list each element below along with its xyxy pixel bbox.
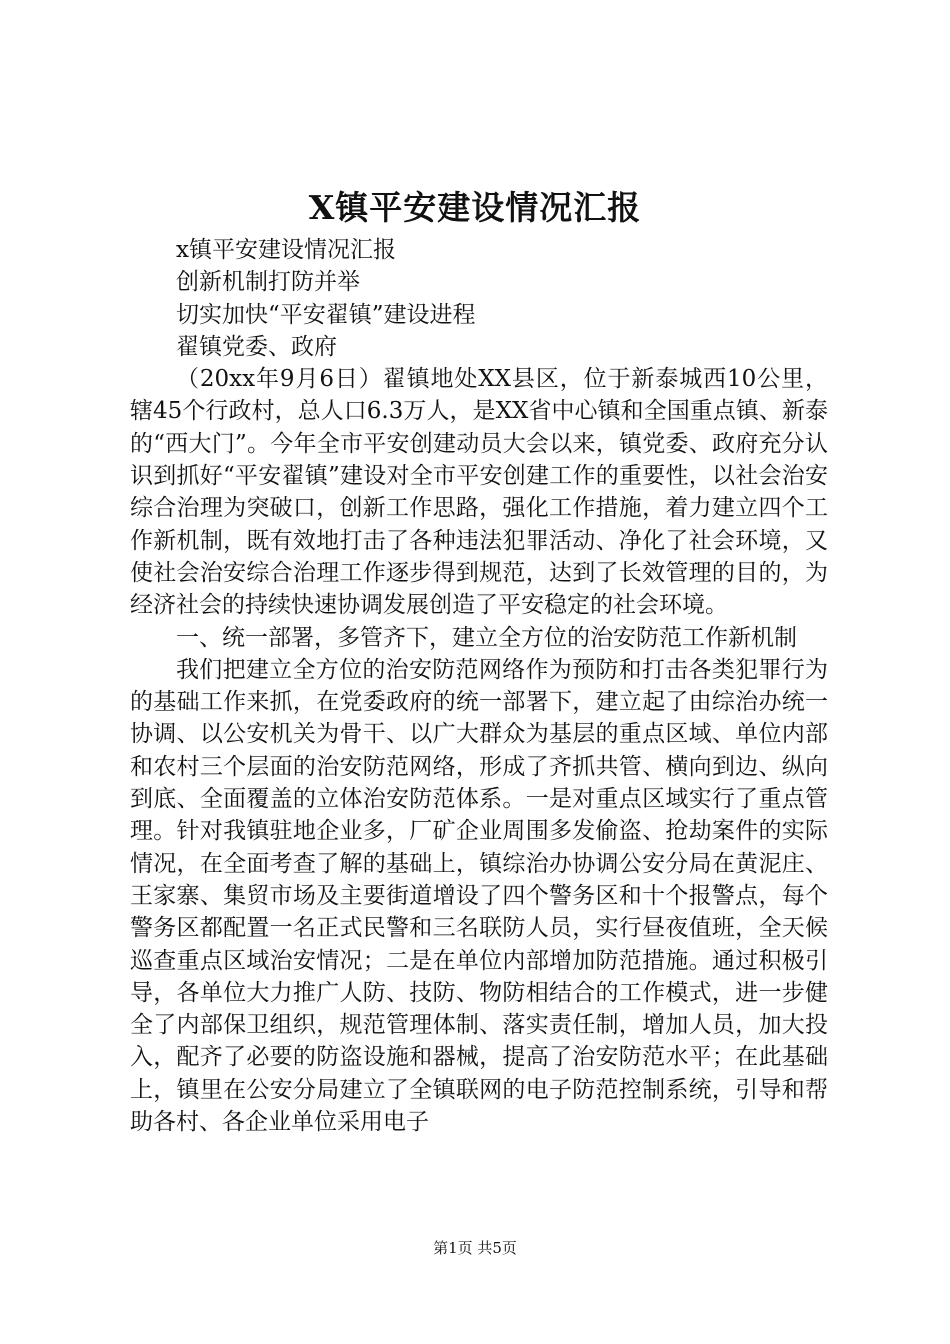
heading-line: 创新机制打防并举 (176, 269, 360, 296)
document-title: X镇平安建设情况汇报 (308, 188, 642, 227)
heading-line: x镇平安建设情况汇报 (176, 237, 396, 263)
heading-line: 切实加快“平安翟镇”建设进程 (176, 301, 476, 328)
heading-line: 翟镇党委、政府 (176, 333, 337, 360)
page-footer: 第1页 共5页 (433, 1239, 517, 1257)
document-body (130, 234, 828, 1138)
section-heading: 一、统一部署，多管齐下，建立全方位的治安防范工作新机制 (176, 624, 797, 651)
paragraph: （20xx年9月6日）翟镇地处XX县区，位于新泰城西10公里，辖45个行政村，总人口6.3万人，是XX省中心镇和全国重点镇、新泰的“西大门”。今年全市平安创建动员大会以来，镇党委、政府充分认识到抓好“平安翟镇”建设对全市平安创建工作的重要性，以社会治安综合治理为突破口，创新工作思路，强化工作措施，着力建立四个工作新机制，既有效地打击了各种违法犯罪活动、净化了社会环境，又使社会治安综合治理工作逐步得到规范，达到了长效管理的目的，为经济社会的持续快速协调发展创造了平安稳定的社会环境。 (130, 366, 828, 619)
paragraph: 我们把建立全方位的治安防范网络作为预防和打击各类犯罪行为的基础工作来抓，在党委政府的统一部署下，建立起了由综治办统一协调、以公安机关为骨干、以广大群众为基层的重点区域、单位内部和农村三个层面的治安防范网络，形成了齐抓共管、横向到边、纵向到底、全面覆盖的立体治安防范体系。一是对重点区域实行了重点管理。针对我镇驻地企业多，厂矿企业周围多发偷盗、抢劫案件的实际情况，在全面考查了解的基础上，镇综治办协调公安分局在黄泥庄、王家寨、集贸市场及主要街道增设了四个警务区和十个报警点，每个警务区都配置一名正式民警和三名联防人员，实行昼夜值班，全天候巡查重点区域治安情况；二是在单位内部增加防范措施。通过积极引导，各单位大力推广人防、技防、物防相结合的工作模式，进一步健全了内部保卫组织，规范管理体制、落实责任制，增加人员，加大投入，配齐了必要的防盗设施和器械，提高了治安防范水平；在此基础上，镇里在公安分局建立了全镇联网的电子防范控制系统，引导和帮助各村、各企业单位采用电子 (130, 656, 828, 1136)
